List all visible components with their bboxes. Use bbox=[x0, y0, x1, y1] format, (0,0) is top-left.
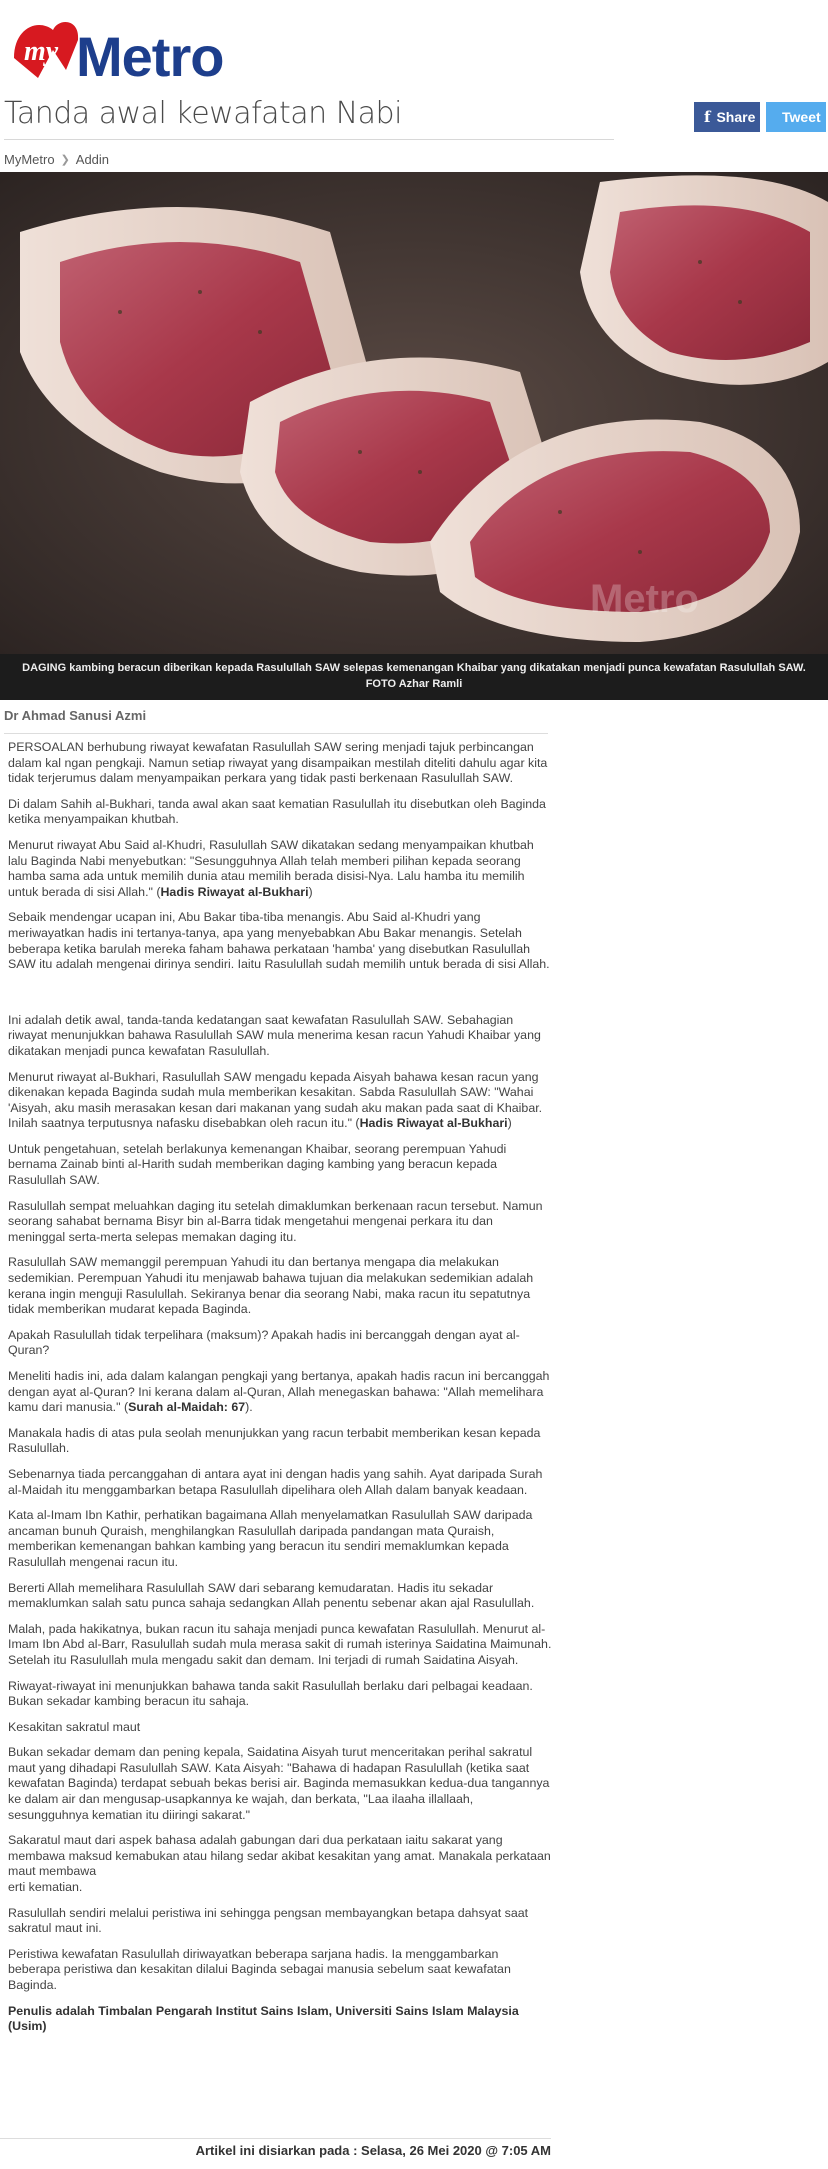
logo-metro-text: Metro bbox=[76, 25, 224, 88]
published-date: Artikel ini disiarkan pada : Selasa, 26 Mei 2020 @ 7:05 AM bbox=[0, 2138, 551, 2158]
paragraph: Rasulullah sendiri melalui peristiwa ini sehingga pengsan membayangkan betapa dahsyat saat sakratul maut ini. bbox=[8, 1905, 529, 1936]
facebook-share-label: Share bbox=[716, 109, 756, 125]
subheading: Kesakitan sakratul maut bbox=[8, 1719, 141, 1734]
breadcrumb-home[interactable]: MyMetro bbox=[4, 152, 55, 167]
paragraph: Manakala hadis di atas pula seolah menunjukkan yang racun terbabit memberikan kesan kepada Rasulullah. bbox=[8, 1425, 541, 1456]
mymetro-logo[interactable] bbox=[8, 8, 308, 88]
paragraph: Menurut riwayat al-Bukhari, Rasulullah SAW mengadu kepada Aisyah bahawa kesan racun yang dikenakan kepada Baginda sudah mula memberikan kesakitan. Sabda Rasulullah SAW: "Wahai 'Aisyah, aku masih merasakan kesan dari makanan yang sudah aku makan pada saat di Khaibar. Inilah saatnya terputusnya nafasku disebabkan oleh racun itu." (Hadis Riwayat al-Bukhari) bbox=[8, 1069, 543, 1131]
paragraph: Untuk pengetahuan, setelah berlakunya kemenangan Khaibar, seorang perempuan Yahudi bernama Zainab binti al-Harith sudah memberikan daging kambing yang beracun kepada Rasulullah SAW. bbox=[8, 1141, 507, 1188]
hero-image bbox=[0, 172, 828, 662]
paragraph: Rasulullah SAW memanggil perempuan Yahudi itu dan bertanya mengapa dia melakukan sedemikian. Perempuan Yahudi itu menjawab bahawa tujuan dia melakukan sedemikian adalah kerana ingin menguji Rasulullah. Sekiranya benar dia seorang Nabi, maka racun itu sepatutnya tidak memberikan mudarat kepada Baginda. bbox=[8, 1255, 534, 1317]
hadith-reference: Hadis Riwayat al-Bukhari bbox=[160, 884, 309, 899]
article-body bbox=[8, 740, 553, 2045]
paragraph: Meneliti hadis ini, ada dalam kalangan pengkaji yang bertanya, apakah hadis racun ini bercanggah dengan ayat al-Quran? Ini kerana dalam al-Quran, Allah menegaskan bahawa: "Allah memelihara kamu dari manusia." (Surah al-Maidah: 67). bbox=[8, 1369, 550, 1415]
paragraph: Bererti Allah memelihara Rasulullah SAW dari sebarang kemudaratan. Hadis itu sekadar memaklumkan salah satu punca sahaja sedangkan Allah penentu sebenar akan ajal Rasulullah. bbox=[8, 1580, 535, 1611]
page-title: Tanda awal kewafatan Nabi bbox=[4, 96, 614, 140]
paragraph: Kata al-Imam Ibn Kathir, perhatikan bagaimana Allah menyelamatkan Rasulullah SAW daripada ancaman bunuh Quraish, menghilangkan Rasulullah daripada pandangan mata Quraish, memberikan kemenangan bahkan kambing yang beracun itu sendiri memaklumkan kepada Rasulullah mengenai racun itu. bbox=[8, 1508, 533, 1569]
paragraph: Sakaratul maut dari aspek bahasa adalah gabungan dari dua perkataan iaitu sakarat yang membawa maksud kemabukan atau hilang sedar akibat kesakitan yang amat. Manakala perkataan maut membawa erti kematian. bbox=[8, 1833, 551, 1895]
breadcrumb-section[interactable]: Addin bbox=[75, 152, 110, 167]
paragraph: Ini adalah detik awal, tanda-tanda kedatangan saat kewafatan Rasulullah SAW. Sebahagian riwayat menunjukkan bahawa Rasulullah SAW mula menerima kesan racun Yahudi Khaibar yang dikatakan menjadi punca kewafatan Rasulullah. bbox=[8, 1012, 541, 1058]
facebook-share-button[interactable] bbox=[694, 102, 760, 132]
image-caption: DAGING kambing beracun diberikan kepada Rasulullah SAW selepas kemenangan Khaibar yang dikatakan menjadi punca kewafatan Rasulullah SAW. FOTO Azhar Ramli bbox=[0, 654, 828, 700]
paragraph: Peristiwa kewafatan Rasulullah diriwayatkan beberapa sarjana hadis. Ia menggambarkan beberapa peristiwa dan kesakitan dilalui Baginda sebagai manusia sebelum saat kewafatan Baginda. bbox=[8, 1946, 511, 1992]
breadcrumb bbox=[4, 152, 109, 167]
facebook-icon: f bbox=[704, 108, 711, 126]
chevron-right-icon: ❯ bbox=[60, 154, 70, 166]
author-name[interactable]: Dr Ahmad Sanusi Azmi bbox=[4, 708, 548, 734]
paragraph: Sebenarnya tiada percanggahan di antara ayat ini dengan hadis yang sahih. Ayat daripada Surah al-Maidah itu menggambarkan betapa Rasulullah dipelihara oleh Allah dalam banyak keadaan. bbox=[8, 1466, 543, 1497]
twitter-tweet-button[interactable] bbox=[766, 102, 826, 132]
logo-my-text: my bbox=[24, 36, 59, 67]
twitter-tweet-label: Tweet bbox=[782, 109, 821, 125]
quran-reference: Surah al-Maidah: 67 bbox=[128, 1400, 246, 1415]
paragraph: Malah, pada hakikatnya, bukan racun itu sahaja menjadi punca kewafatan Rasulullah. Menurut al-Imam Ibn Abd al-Barr, Rasulullah sudah mula merasa sakit di rumah isterinya Saidatina Maimunah. Setelah itu Rasulullah mula mengadu sakit dan demam. Ini terjadi di rumah Saidatina Aisyah. bbox=[8, 1621, 552, 1667]
paragraph: Apakah Rasulullah tidak terpelihara (maksum)? Apakah hadis ini bercanggah dengan ayat al-Quran? bbox=[8, 1327, 520, 1358]
paragraph: Bukan sekadar demam dan pening kepala, Saidatina Aisyah turut menceritakan perihal sakratul maut yang dihadapi Rasulullah SAW. Kata Aisyah: "Bahawa di hadapan Rasulullah (ketika saat kewafatan Baginda) terdapat sebuah bekas berisi air. Baginda memasukkan kedua-dua tangannya ke dalam air dan mengusap-usapkannya ke wajah, dan berkata, "Laa ilaaha illallaah, sesungguhnya kematian itu diiringi sakarat." bbox=[8, 1745, 550, 1822]
paragraph: PERSOALAN berhubung riwayat kewafatan Rasulullah SAW sering menjadi tajuk perbincangan dalam kal ngan pengkaji. Namun setiap riwayat yang disampaikan mestilah diteliti dahulu agar kita tidak terjerumus dalam menyampaikan perkara yang tidak pasti berkenaan Rasulullah SAW. bbox=[8, 740, 548, 786]
paragraph: Di dalam Sahih al-Bukhari, tanda awal akan saat kematian Rasulullah itu disebutkan oleh Baginda ketika menyampaikan khutbah. bbox=[8, 796, 546, 827]
paragraph: Menurut riwayat Abu Said al-Khudri, Rasulullah SAW dikatakan sedang menyampaikan khutbah lalu Baginda Nabi menyebutkan: "Sesungguhnya Allah telah memberi pilihan kepada seorang hamba sama ada untuk memilih dunia atau memilih berada disisi-Nya. Lalu hamba itu memilih untuk berada di sisi Allah." (Hadis Riwayat al-Bukhari) bbox=[8, 837, 534, 899]
paragraph: Rasulullah sempat meluahkan daging itu setelah dimaklumkan berkenaan racun tersebut. Namun seorang sahabat bernama Bisyr bin al-Barra tidak mengetahui mengenai perkara itu dan meninggal serta-merta selepas memakan daging itu. bbox=[8, 1198, 543, 1244]
paragraph: Riwayat-riwayat ini menunjukkan bahawa tanda sakit Rasulullah berlaku dari pelbagai keadaan. Bukan sekadar kambing beracun itu sahaja. bbox=[8, 1678, 533, 1709]
writer-note: Penulis adalah Timbalan Pengarah Institut Sains Islam, Universiti Sains Islam Malaysia (Usim) bbox=[8, 2003, 519, 2034]
hadith-reference: Hadis Riwayat al-Bukhari bbox=[359, 1116, 508, 1131]
hero-watermark: Metro bbox=[590, 577, 699, 621]
paragraph: Sebaik mendengar ucapan ini, Abu Bakar tiba-tiba menangis. Abu Said al-Khudri yang meriwayatkan hadis ini tertanya-tanya, apa yang menyebabkan Abu Bakar menangis. Setelah beberapa ketika barulah mereka faham bahawa perkataan 'hamba' yang disebutkan Rasulullah SAW itu adalah mengenai dirinya sendiri. Iaitu Rasulullah sudah memilih untuk berada di sisi Allah. bbox=[8, 910, 550, 972]
